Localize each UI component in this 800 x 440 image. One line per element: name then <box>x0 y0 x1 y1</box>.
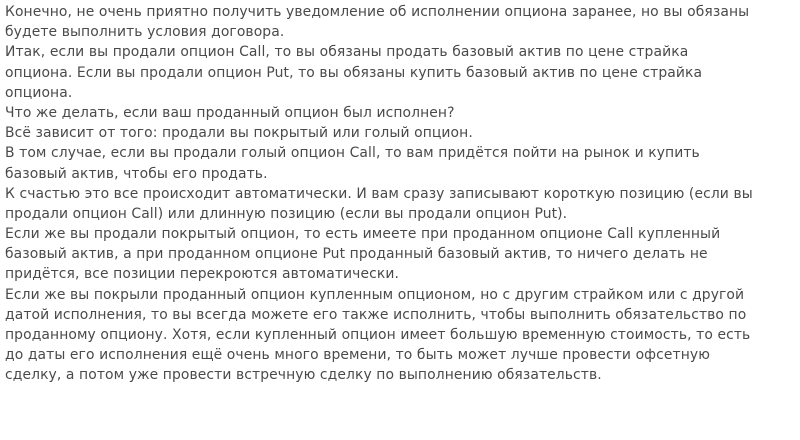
paragraph-covered-or-naked <box>5 123 800 143</box>
text-line: базовый актив, а при проданном опционе Put проданный базовый актив, то ничего делать не <box>5 246 708 263</box>
text-line: проданному опциону. Хотя, если купленный опцион имеет большую временную стоимость, то есть <box>5 327 751 343</box>
text-line: будете выполнить условия договора. <box>5 24 285 41</box>
text-line: опциона. <box>5 84 73 101</box>
text-line: В том случае, если вы продали голый опцион Call, то вам придётся пойти на рынок и купить <box>5 145 700 162</box>
paragraph-option-covered-by-option <box>5 285 800 386</box>
text-line: Если же вы продали покрытый опцион, то есть имеете при проданном опционе Call купленный <box>5 226 721 243</box>
text-line: продали опцион Call) или длинную позицию (если вы продали опцион Put). <box>5 205 568 222</box>
paragraph-covered-option <box>5 224 800 285</box>
text-line: до даты его исполнения ещё очень много времени, то быть может лучше провести офсетную <box>5 347 711 364</box>
text-line: базовый актив, чтобы его продать. <box>5 165 268 182</box>
text-line: Конечно, не очень приятно получить уведомление об исполнении опциона заранее, но вы обязаны <box>5 4 750 20</box>
paragraph-call-put-obligations <box>5 42 800 103</box>
text-line: Всё зависит от того: продали вы покрытый или голый опцион. <box>5 125 473 142</box>
paragraph-early-exercise-notice <box>5 2 800 42</box>
text-line: датой исполнения, то вы всегда можете его также исполнить, чтобы выполнить обязательство по <box>5 306 747 323</box>
text-line: сделку, а потом уже провести встречную сделку по выполнению обязательств. <box>5 367 602 384</box>
paragraph-question <box>5 103 800 123</box>
text-line: Итак, если вы продали опцион Call, то вы обязаны продать базовый актив по цене страйка <box>5 44 689 61</box>
text-line: Что же делать, если ваш проданный опцион был исполнен? <box>5 104 455 121</box>
text-line: опциона. Если вы продали опцион Put, то вы обязаны купить базовый актив по цене страйка <box>5 64 703 81</box>
text-line: К счастью это все происходит автоматически. И вам сразу записывают короткую позицию (если вы <box>5 185 753 202</box>
text-line: Если же вы покрыли проданный опцион купленным опционом, но с другим страйком или с другой <box>5 286 745 303</box>
paragraph-naked-call <box>5 143 800 183</box>
paragraph-automatic-positions <box>5 184 800 224</box>
text-line: придётся, все позиции перекроются автоматически. <box>5 266 400 283</box>
